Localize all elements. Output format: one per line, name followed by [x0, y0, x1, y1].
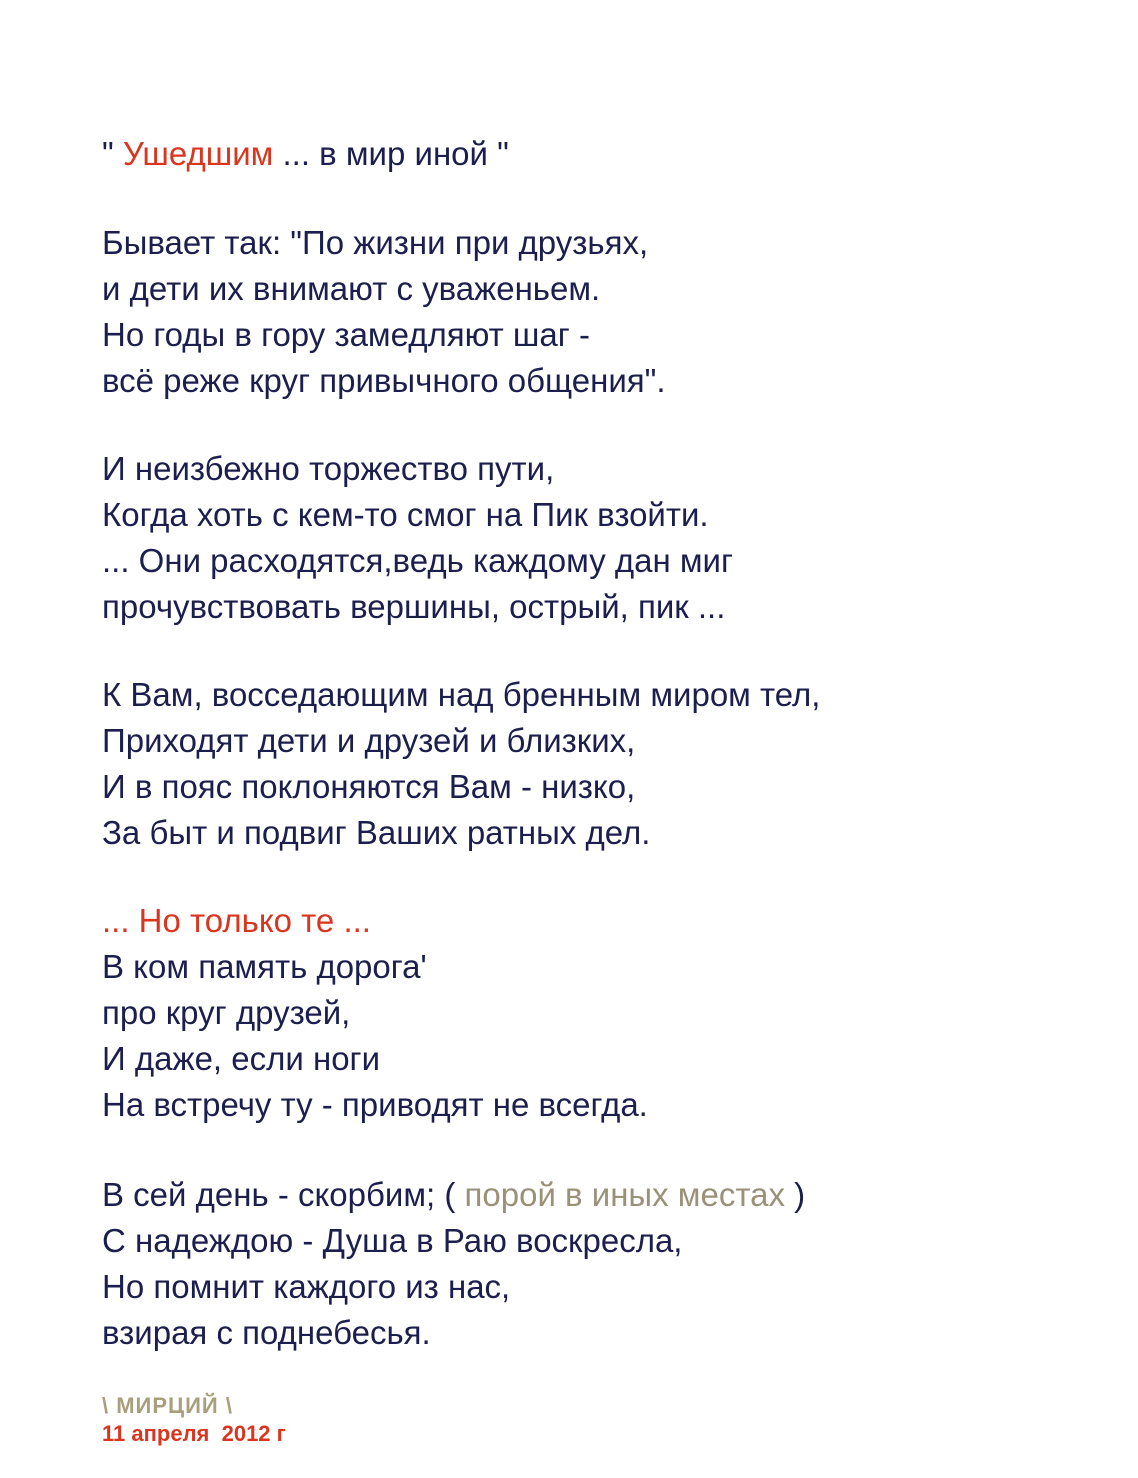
- poem-line: взирая с поднебесья.: [102, 1314, 431, 1351]
- stanza-3: [102, 672, 1082, 856]
- poem-line: ... Они расходятся,ведь каждому дан миг: [102, 542, 734, 579]
- poem-line: И в пояс поклоняются Вам - низко,: [102, 768, 636, 805]
- stanza-5: [102, 1172, 1082, 1356]
- author-name: \ МИРЦИЙ \: [102, 1393, 233, 1418]
- poem-line: В ком память дорога': [102, 948, 427, 985]
- line-parenthetical: порой в иных местах: [464, 1176, 785, 1213]
- title-open-quote: ": [102, 135, 123, 172]
- title-rest: ... в мир иной ": [273, 135, 509, 172]
- poem-line-mixed: [102, 1172, 1082, 1218]
- poem-date: 11 апреля 2012 г: [102, 1421, 286, 1446]
- poem-line: про круг друзей,: [102, 994, 351, 1031]
- poem-line: Когда хоть с кем-то смог на Пик взойти.: [102, 496, 709, 533]
- poem-line: И даже, если ноги: [102, 1040, 381, 1077]
- stanza-1: [102, 220, 1082, 404]
- poem-line: И неизбежно торжество пути,: [102, 450, 555, 487]
- poem-line-red: ... Но только те ...: [102, 902, 371, 939]
- title-red-word: Ушедшим: [122, 135, 274, 172]
- poem-title: [102, 132, 1082, 176]
- poem-line: С надеждою - Душа в Раю воскресла,: [102, 1222, 683, 1259]
- poem-line: Но годы в гору замедляют шаг -: [102, 316, 590, 353]
- poem-line: За быт и подвиг Ваших ратных дел.: [102, 814, 651, 851]
- poem-line: Но помнит каждого из нас,: [102, 1268, 511, 1305]
- line-start: В сей день - скорбим; (: [102, 1176, 465, 1213]
- poem-line: К Вам, восседающим над бренным миром тел,: [102, 676, 821, 713]
- poem-page: [102, 132, 1082, 1448]
- stanza-2: [102, 446, 1082, 630]
- line-end: ): [784, 1176, 806, 1213]
- poem-line: На встречу ту - приводят не всегда.: [102, 1086, 648, 1123]
- stanza-4: [102, 898, 1082, 1128]
- poem-line: Бывает так: "По жизни при друзьях,: [102, 224, 649, 261]
- signature-block: [102, 1392, 1082, 1448]
- poem-line: и дети их внимают с уваженьем.: [102, 270, 601, 307]
- poem-line: прочувствовать вершины, острый, пик ...: [102, 588, 726, 625]
- poem-line: всё реже круг привычного общения".: [102, 362, 666, 399]
- poem-line: Приходят дети и друзей и близких,: [102, 722, 636, 759]
